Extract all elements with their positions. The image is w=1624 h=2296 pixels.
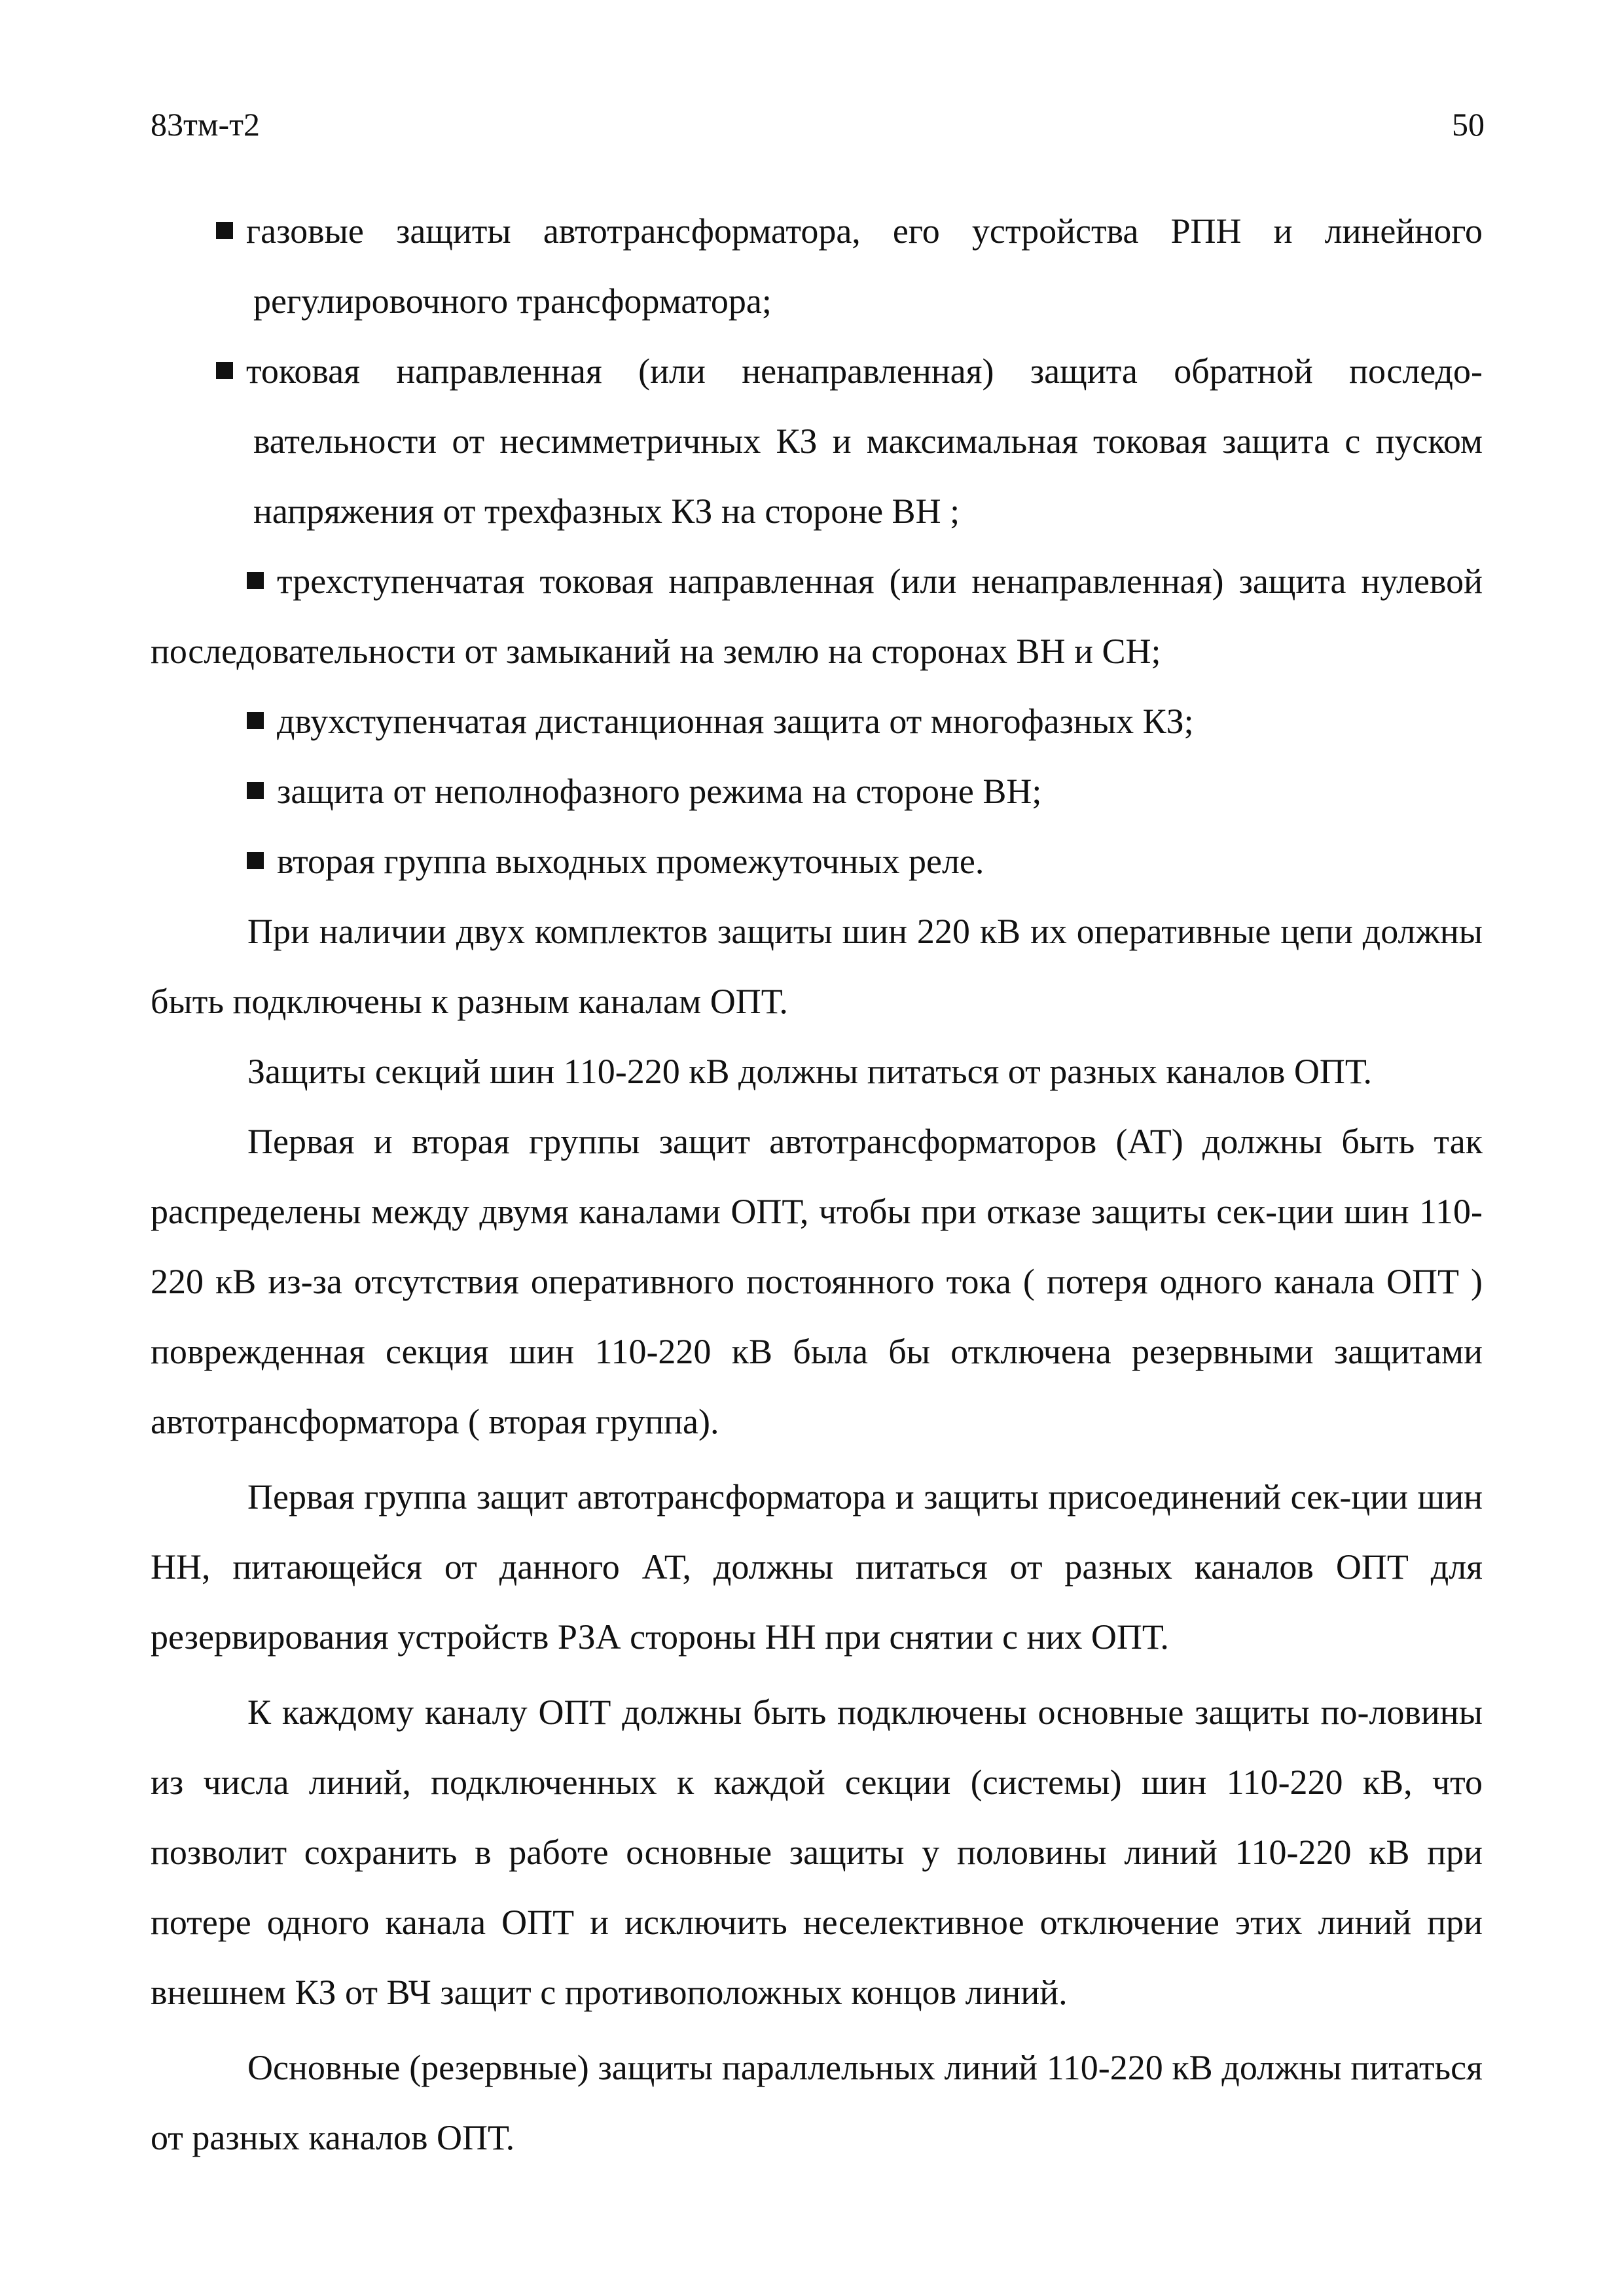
paragraph: Первая и вторая группы защит автотрансформаторов (АТ) должны быть так распределены между двумя каналами ОПТ, чтобы при отказе защиты сек-ции шин 110-220 кВ из-за отсутствия оперативного постоянного тока ( потеря одного канала ОПТ ) поврежденная секция шин 110-220 кВ была бы отключена резервными защитами автотрансформатора ( вторая группа). [151, 1122, 1483, 1441]
paragraph: Основные (резервные) защиты параллельных линий 110-220 кВ должны питаться от разных каналов ОПТ. [151, 2048, 1483, 2157]
document-body [151, 196, 1483, 2173]
bullet-item [151, 757, 1483, 827]
document-code: 83тм-т2 [151, 106, 260, 143]
square-bullet-icon [216, 362, 233, 379]
square-bullet-icon [247, 782, 264, 799]
paragraph: Первая группа защит автотрансформатора и защиты присоединений сек-ции шин НН, питающейся от данного АТ, должны питаться от разных каналов ОПТ для резервирования устройств РЗА стороны НН при снятии с них ОПТ. [151, 1477, 1483, 1657]
paragraph: При наличии двух комплектов защиты шин 220 кВ их оперативные цепи должны быть подключены к разным каналам ОПТ. [151, 912, 1483, 1021]
bullet-text: трехступенчатая токовая направленная (или ненаправленная) защита нулевой последовательности от замыканий на землю на сторонах ВН и СН; [151, 562, 1483, 671]
square-bullet-icon [216, 222, 233, 239]
paragraph: К каждому каналу ОПТ должны быть подключены основные защиты по-ловины из числа линий, подключенных к каждой секции (системы) шин 110-220 кВ, что позволит сохранить в работе основные защиты у половины линий 110-220 кВ при потере одного канала ОПТ и исключить неселективное отключение этих линий при внешнем КЗ от ВЧ защит с противоположных концов линий. [151, 1693, 1483, 2012]
bullet-text: двухступенчатая дистанционная защита от многофазных КЗ; [277, 702, 1194, 741]
square-bullet-icon [247, 852, 264, 869]
bullet-item [151, 547, 1483, 687]
bullet-item [151, 196, 1483, 336]
paragraph: Защиты секций шин 110-220 кВ должны питаться от разных каналов ОПТ. [247, 1052, 1372, 1091]
bullet-text: защита от неполнофазного режима на стороне ВН; [277, 772, 1042, 811]
square-bullet-icon [247, 572, 264, 589]
bullet-item [151, 687, 1483, 757]
page-number: 50 [1452, 106, 1485, 143]
bullet-item [151, 336, 1483, 547]
bullet-item [151, 827, 1483, 897]
square-bullet-icon [247, 712, 264, 729]
bullet-text: вторая группа выходных промежуточных реле. [277, 842, 984, 881]
bullet-text: токовая направленная (или ненаправленная) защита обратной последо-вательности от несимметричных КЗ и максимальная токовая защита с пуском напряжения от трехфазных КЗ на стороне ВН ; [246, 351, 1483, 531]
bullet-text: газовые защиты автотрансформатора, его устройства РПН и линейного регулировочного трансформатора; [246, 211, 1483, 321]
